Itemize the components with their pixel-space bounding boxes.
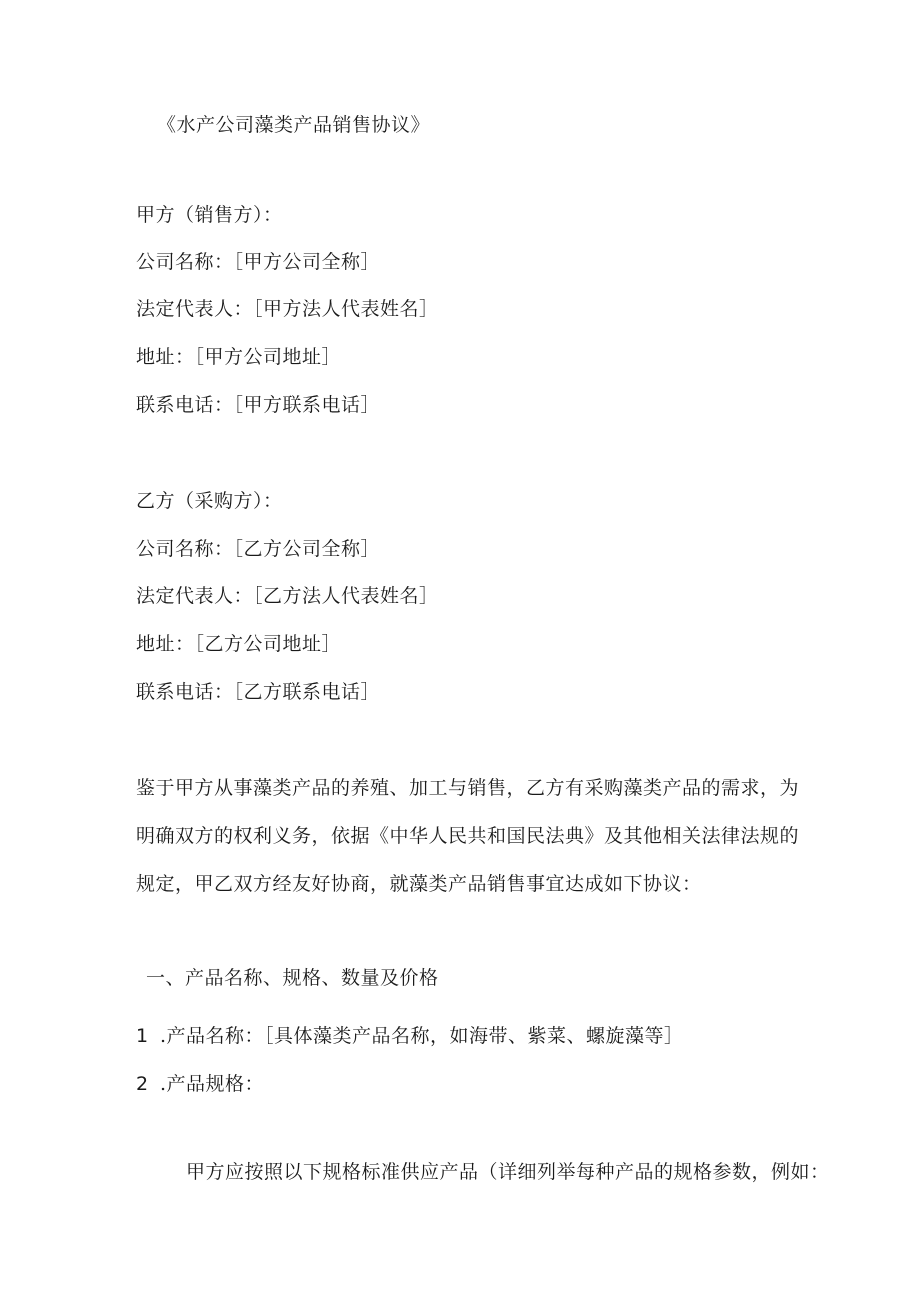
list-item-text: .产品规格：: [160, 1073, 265, 1095]
preamble-line-3: 规定，甲乙双方经友好协商，就藻类产品销售事宜达成如下协议：: [136, 873, 702, 895]
party-a-phone: 联系电话：［甲方联系电话］: [136, 394, 381, 416]
preamble-line-2: 明确双方的权利义务，依据《中华人民共和国民法典》及其他相关法律法规的: [136, 825, 800, 847]
party-b-company: 公司名称：［乙方公司全称］: [136, 538, 381, 560]
section-1-heading: 一、产品名称、规格、数量及价格: [146, 967, 439, 989]
party-b-phone: 联系电话：［乙方联系电话］: [136, 681, 381, 703]
party-a-legal-rep: 法定代表人：［甲方法人代表姓名］: [136, 298, 439, 320]
list-item-number: 2: [136, 1073, 149, 1095]
list-item: [136, 1072, 264, 1096]
party-a-company: 公司名称：［甲方公司全称］: [136, 251, 381, 273]
list-item: [136, 1024, 684, 1048]
list-item-text: .产品名称：［具体藻类产品名称，如海带、紫菜、螺旋藻等］: [160, 1025, 684, 1047]
party-b-heading: 乙方（采购方）：: [136, 490, 283, 512]
party-b-address: 地址：［乙方公司地址］: [136, 633, 342, 655]
document-title: 《水产公司藻类产品销售协议》: [157, 114, 431, 136]
list-item-number: 1: [136, 1025, 149, 1047]
party-a-heading: 甲方（销售方）：: [136, 204, 283, 226]
spec-paragraph: 甲方应按照以下规格标准供应产品（详细列举每种产品的规格参数，例如：: [186, 1161, 830, 1183]
party-b-legal-rep: 法定代表人：［乙方法人代表姓名］: [136, 585, 439, 607]
party-a-address: 地址：［甲方公司地址］: [136, 346, 342, 368]
preamble-line-1: 鉴于甲方从事藻类产品的养殖、加工与销售，乙方有采购藻类产品的需求，为: [136, 777, 800, 799]
